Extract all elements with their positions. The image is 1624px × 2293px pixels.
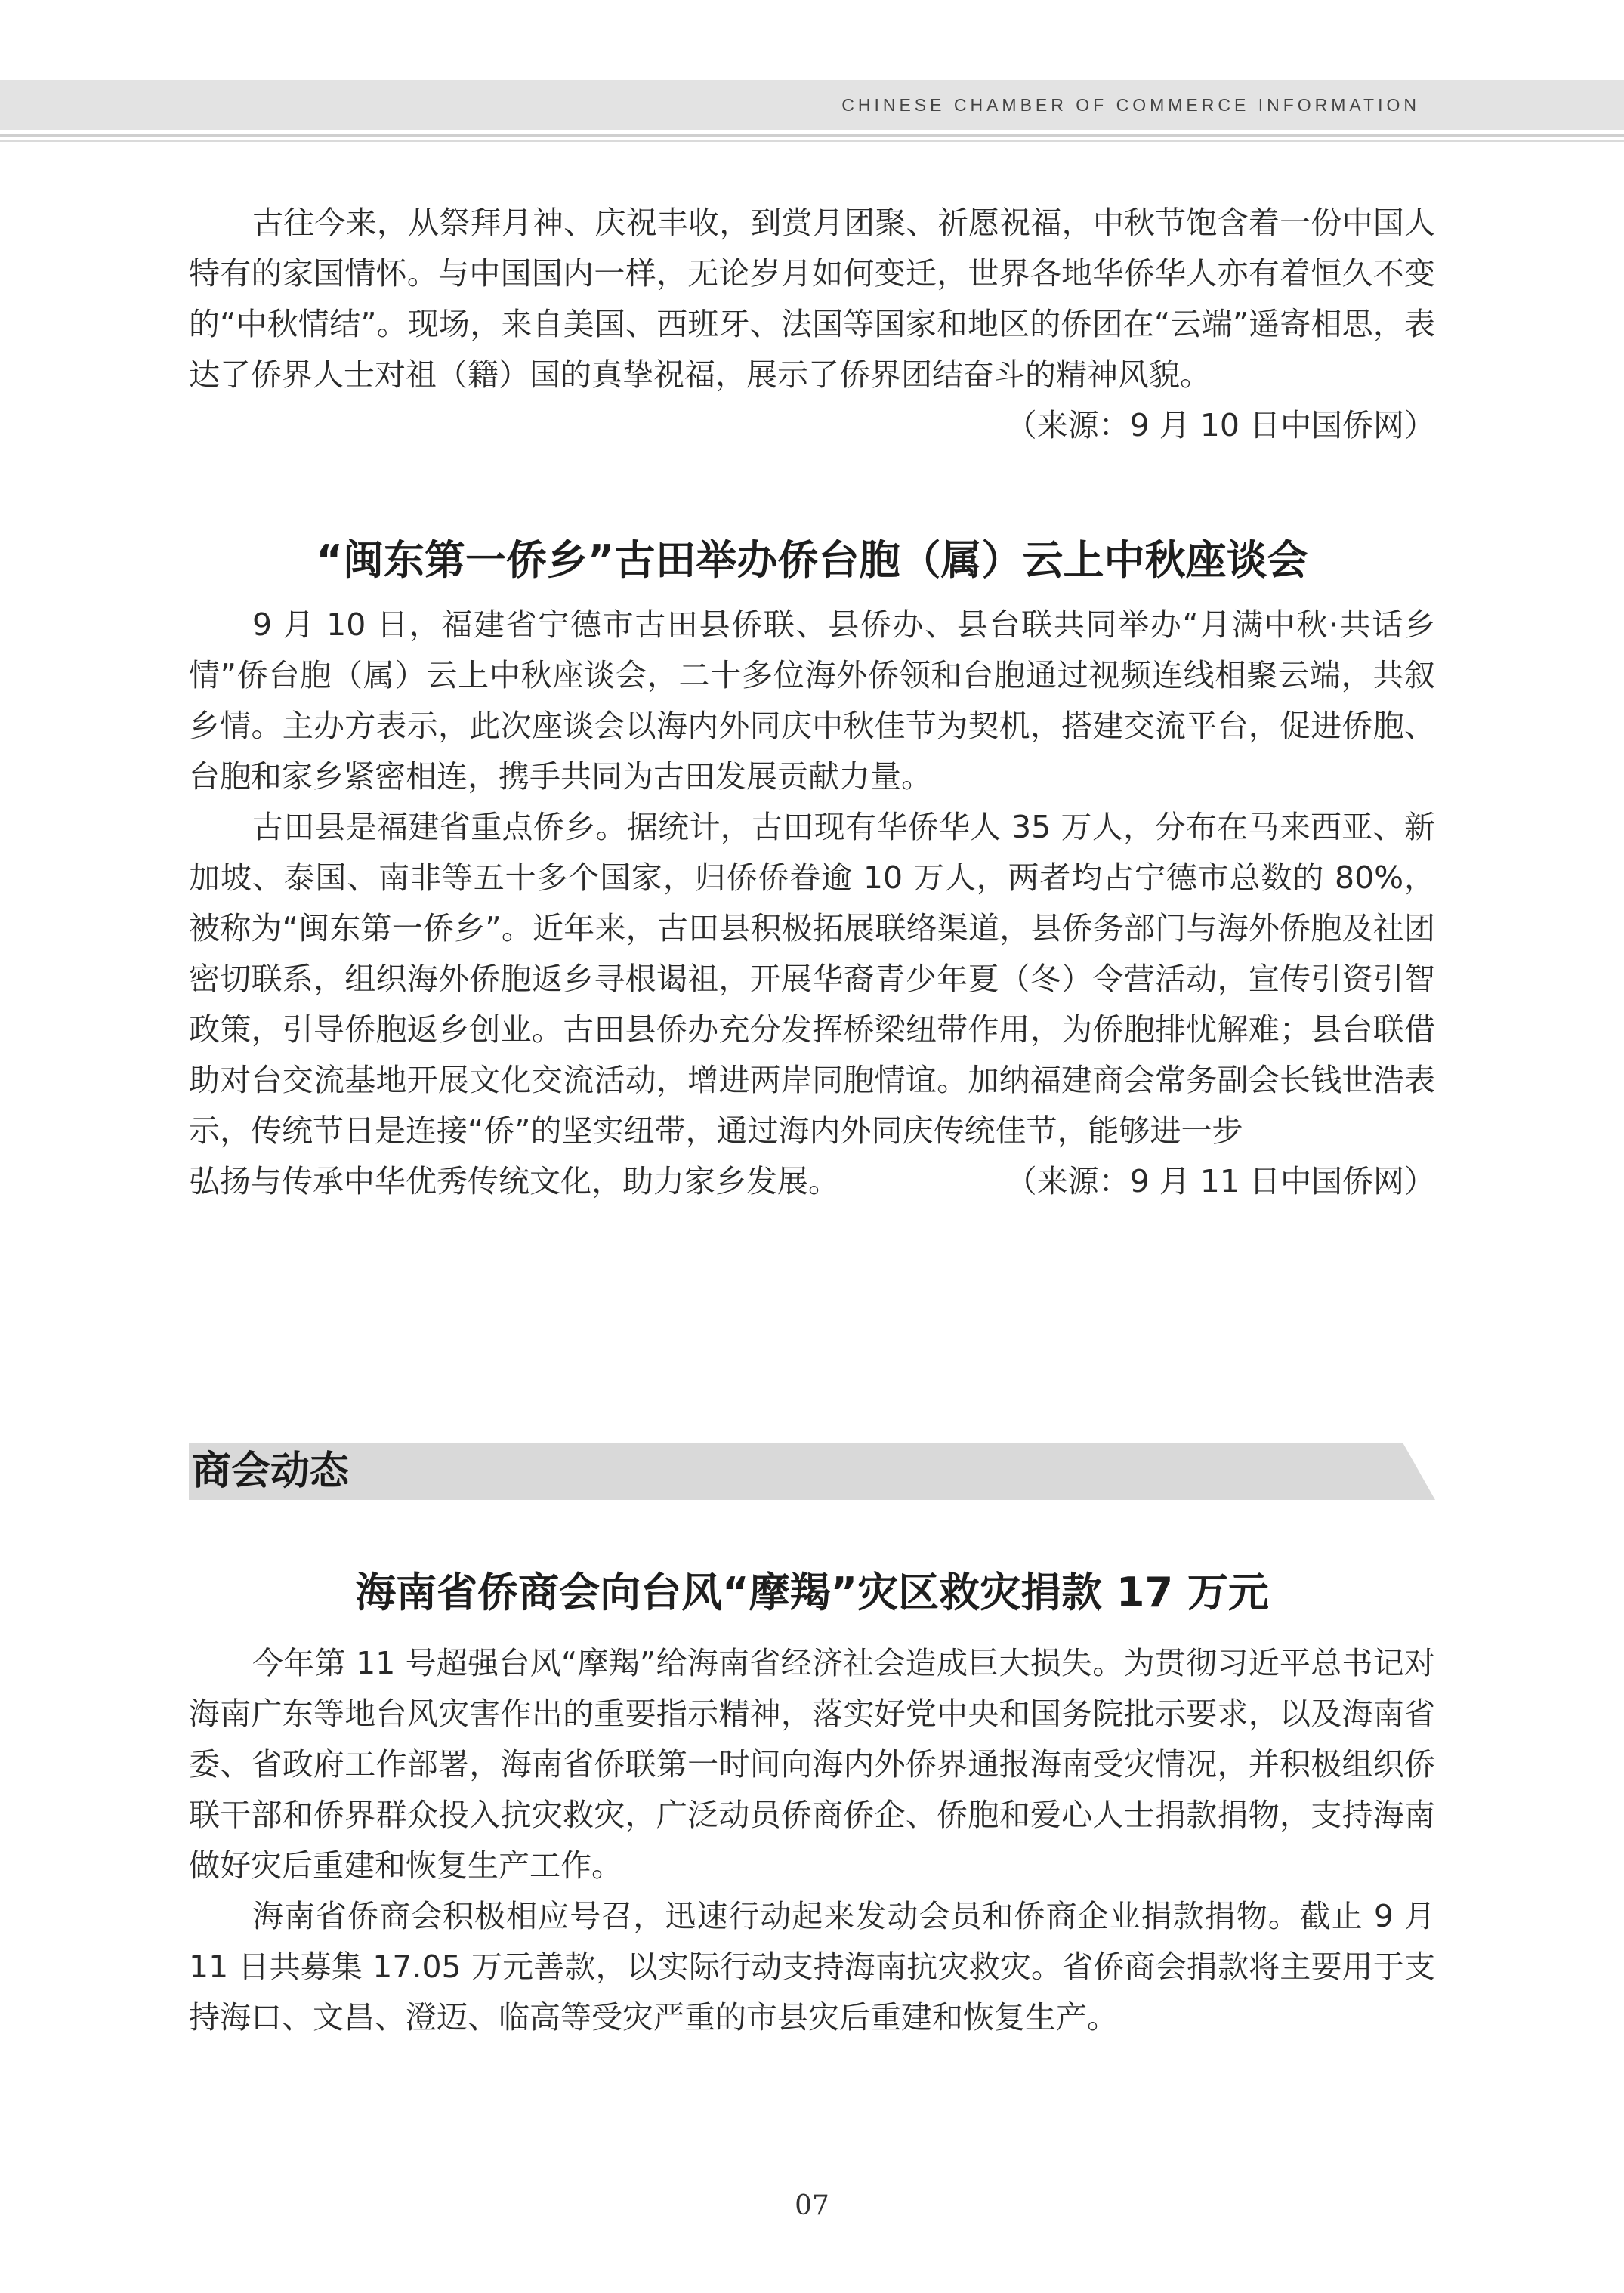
article-paragraph: 9 月 10 日，福建省宁德市古田县侨联、县侨办、县台联共同举办“月满中秋·共话乡情”侨台胞（属）云上中秋座谈会，二十多位海外侨领和台胞通过视频连线相聚云端，共叙乡情。主办方表示，此次座谈会以海内外同庆中秋佳节为契机，搭建交流平台，促进侨胞、台胞和家乡紧密相连，携手共同为古田发展贡献力量。 xyxy=(189,606,1435,795)
intro-source: （来源：9 月 10 日中国侨网） xyxy=(1005,407,1435,443)
article-last-line: 弘扬与传承中华优秀传统文化，助力家乡发展。 xyxy=(189,1163,839,1199)
article-title: “闽东第一侨乡”古田举办侨台胞（属）云上中秋座谈会 xyxy=(316,536,1308,584)
intro-paragraph: 古往今来，从祭拜月神、庆祝丰收，到赏月团聚、祈愿祝福，中秋节饱含着一份中国人特有的家国情怀。与中国国内一样，无论岁月如何变迁，世界各地华侨华人亦有着恒久不变的“中秋情结”。现场，来自美国、西班牙、法国等国家和地区的侨团在“云端”遥寄相思，表达了侨界人士对祖（籍）国的真挚祝福，展示了侨界团结奋斗的精神风貌。 xyxy=(189,205,1435,393)
article-paragraph: 今年第 11 号超强台风“摩羯”给海南省经济社会造成巨大损失。为贯彻习近平总书记对海南广东等地台风灾害作出的重要指示精神，落实好党中央和国务院批示要求，以及海南省委、省政府工作部署，海南省侨联第一时间向海内外侨界通报海南受灾情况，并积极组织侨联干部和侨界群众投入抗灾救灾，广泛动员侨商侨企、侨胞和爱心人士捐款捐物，支持海南做好灾后重建和恢复生产工作。 xyxy=(189,1645,1435,1884)
running-header: CHINESE CHAMBER OF COMMERCE INFORMATION xyxy=(841,95,1420,115)
section-title: 商会动态 xyxy=(192,1448,350,1494)
section-banner xyxy=(189,1443,1435,1500)
page-content-bottom xyxy=(189,1560,1435,2043)
article-paragraph: 古田县是福建省重点侨乡。据统计，古田现有华侨华人 35 万人，分布在马来西亚、新加坡、泰国、南非等五十多个国家，归侨侨眷逾 10 万人，两者均占宁德市总数的 80%，被称为“闽东第一侨乡”。近年来，古田县积极拓展联络渠道，县侨务部门与海外侨胞及社团密切联系，组织海外侨胞返乡寻根谒祖，开展华裔青少年夏（冬）令营活动，宣传引资引智政策，引导侨胞返乡创业。古田县侨办充分发挥桥梁纽带作用，为侨胞排忧解难；县台联借助对台交流基地开展文化交流活动，增进两岸同胞情谊。加纳福建商会常务副会长钱世浩表示，传统节日是连接“侨”的坚实纽带，通过海内外同庆传统佳节，能够进一步 xyxy=(189,809,1435,1149)
article-paragraph: 海南省侨商会积极相应号召，迅速行动起来发动会员和侨商企业捐款捐物。截止 9 月 11 日共募集 17.05 万元善款，以实际行动支持海南抗灾救灾。省侨商会捐款将主要用于支持海口、文昌、澄迈、临高等受灾严重的市县灾后重建和恢复生产。 xyxy=(189,1898,1435,2035)
header-divider-secondary xyxy=(0,140,1624,142)
header-divider xyxy=(0,134,1624,137)
article-source: （来源：9 月 11 日中国侨网） xyxy=(1005,1163,1435,1199)
page-number: 07 xyxy=(795,2190,829,2221)
article-closing-line xyxy=(189,1156,1435,1207)
article-title: 海南省侨商会向台风“摩羯”灾区救灾捐款 17 万元 xyxy=(355,1569,1269,1616)
page-content-top xyxy=(189,198,1435,1207)
